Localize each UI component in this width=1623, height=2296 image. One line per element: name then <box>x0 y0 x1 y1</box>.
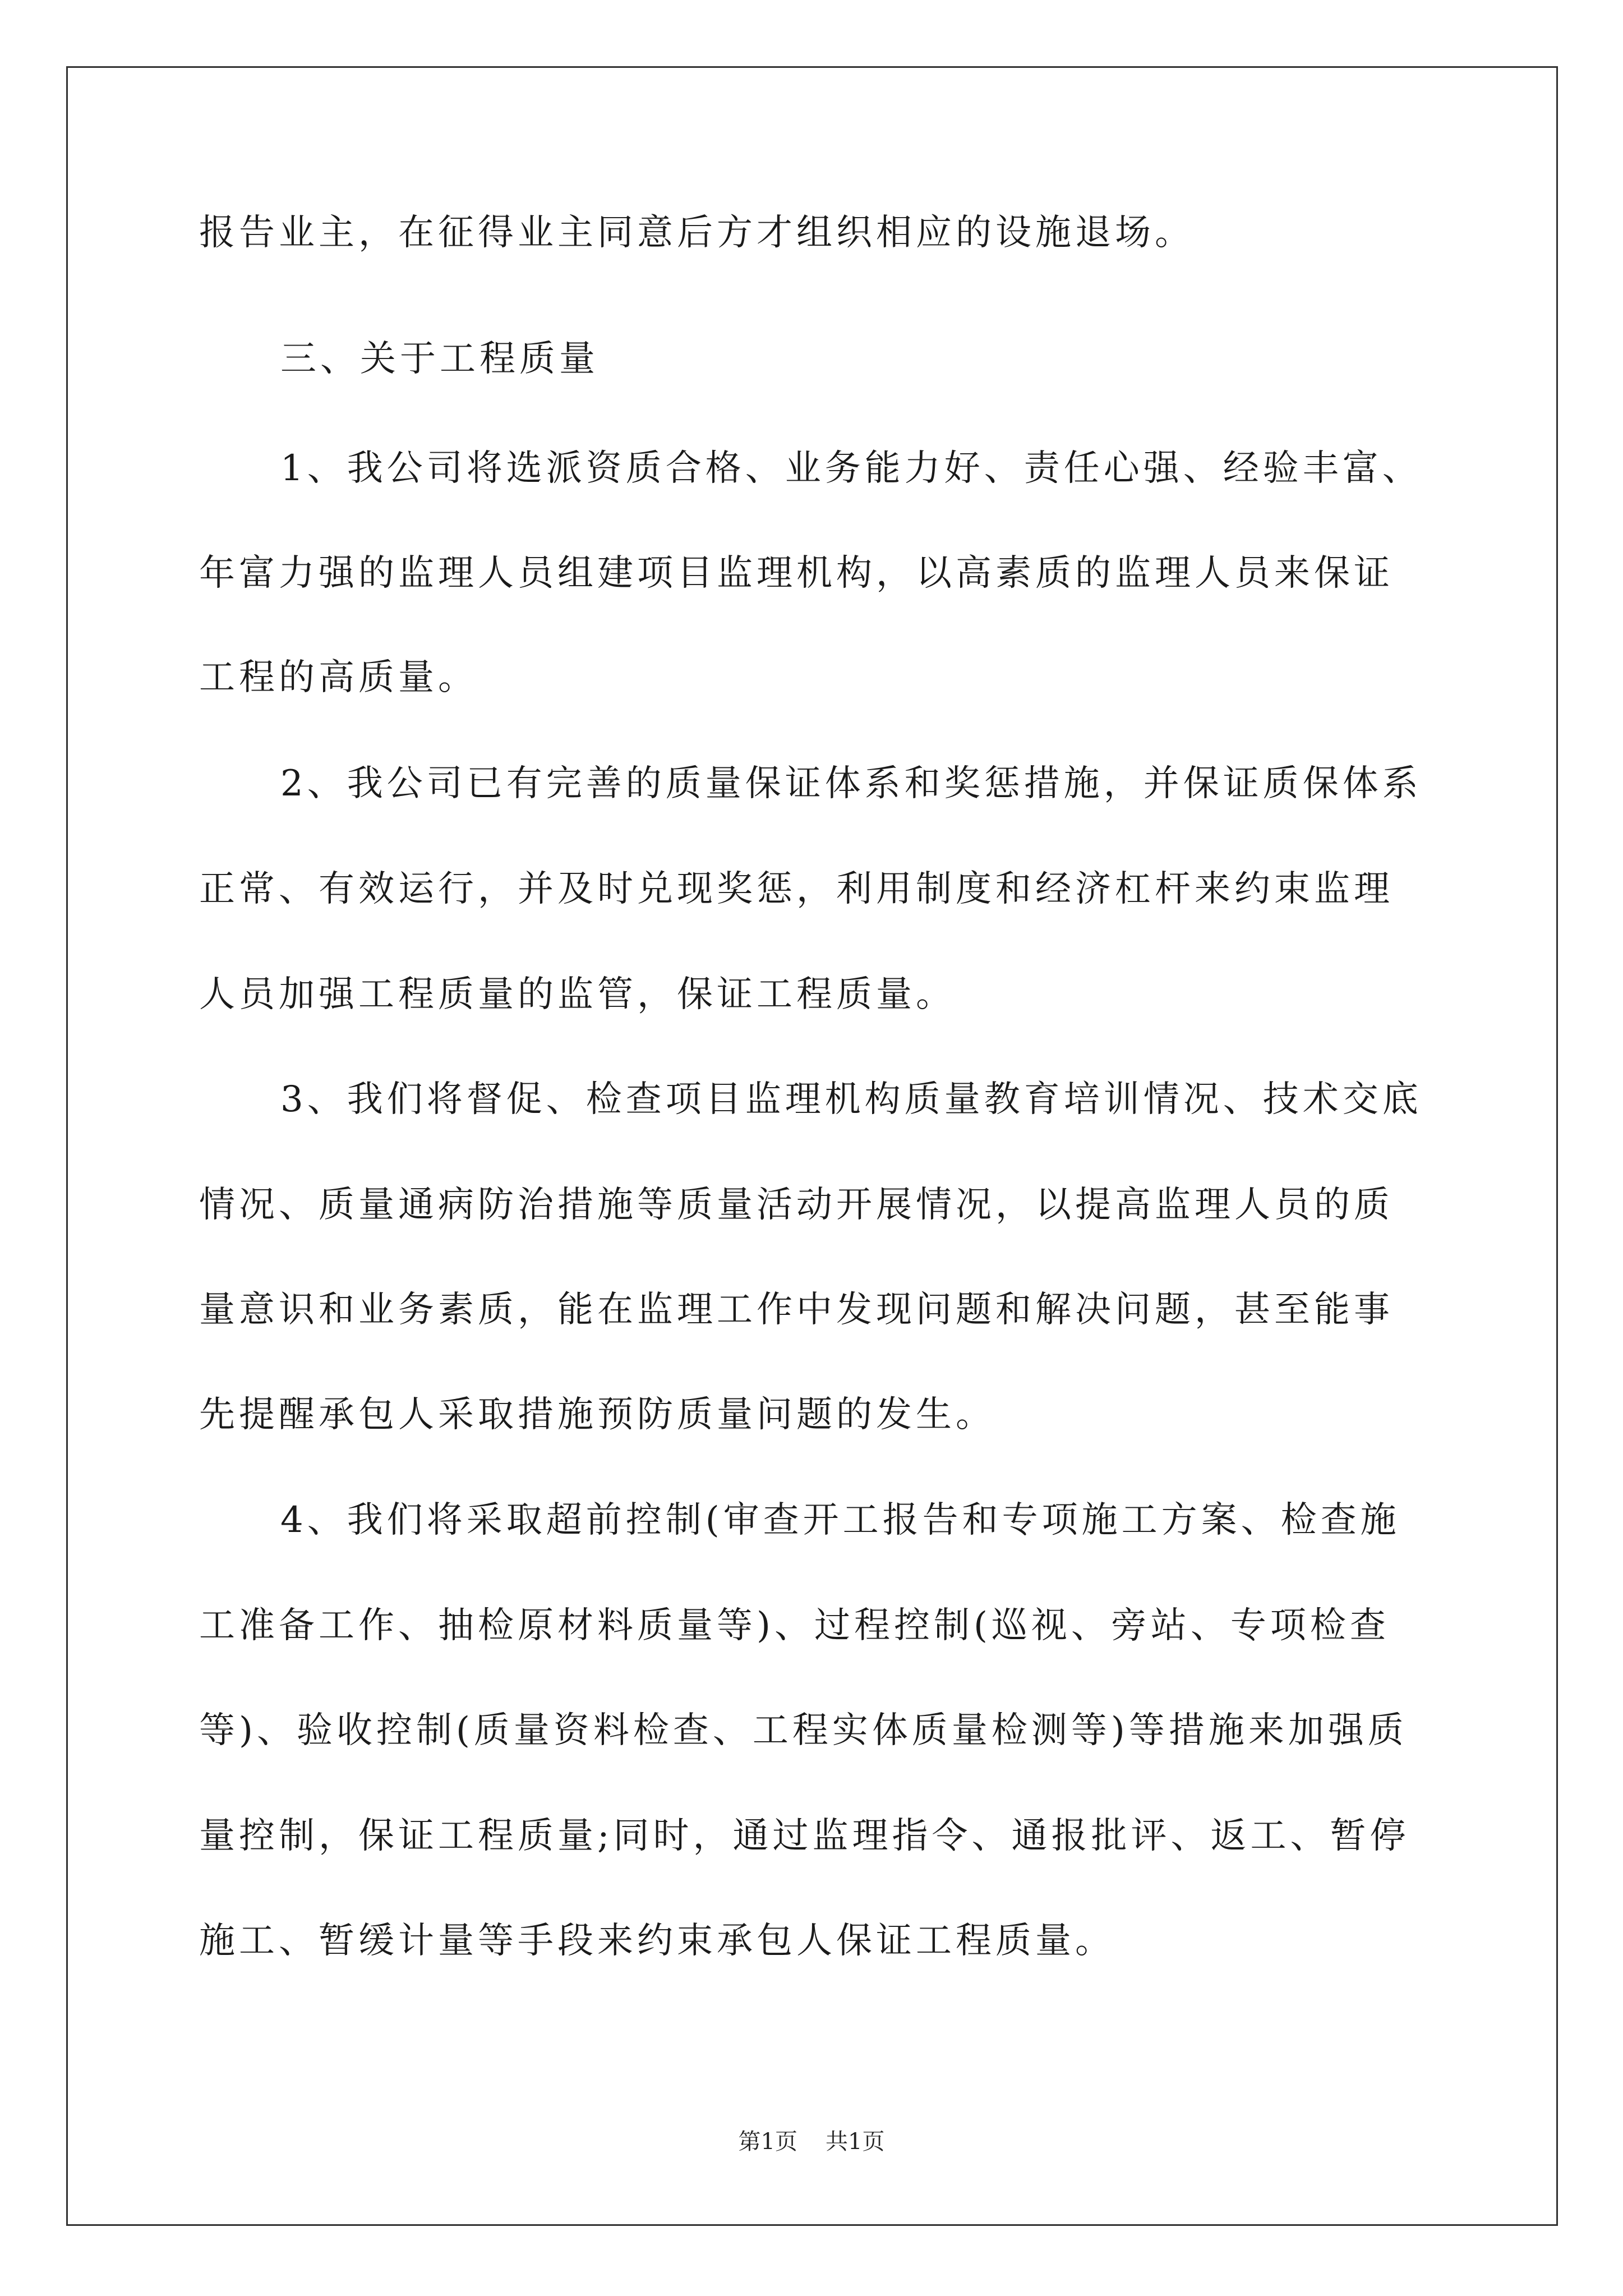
body-line: 工程的高质量。 <box>199 657 478 698</box>
body-line: 3、我们将督促、检查项目监理机构质量教育培训情况、技术交底 <box>280 1079 1422 1120</box>
body-line: 报告业主，在征得业主同意后方才组织相应的设施退场。 <box>199 212 1195 254</box>
body-line: 施工、暂缓计量等手段来约束承包人保证工程质量。 <box>199 1920 1115 1962</box>
section-heading: 三、关于工程质量 <box>280 338 599 380</box>
body-line: 人员加强工程质量的监管，保证工程质量。 <box>199 974 956 1015</box>
page-number: 第1页 <box>738 2129 797 2155</box>
body-line: 量意识和业务素质，能在监理工作中发现问题和解决问题，甚至能事 <box>199 1289 1394 1331</box>
body-line: 量控制，保证工程质量;同时，通过监理指令、通报批评、返工、暂停 <box>199 1815 1410 1857</box>
body-line: 情况、质量通病防治措施等质量活动开展情况，以提高监理人员的质 <box>199 1184 1394 1226</box>
body-line: 工准备工作、抽检原材料质量等)、过程控制(巡视、旁站、专项检查 <box>199 1605 1390 1646</box>
page-border <box>66 66 1558 2226</box>
body-line: 1、我公司将选派资质合格、业务能力好、责任心强、经验丰富、 <box>280 448 1422 489</box>
body-line: 先提醒承包人采取措施预防质量问题的发生。 <box>199 1394 995 1435</box>
body-line: 2、我公司已有完善的质量保证体系和奖惩措施，并保证质保体系 <box>280 763 1422 804</box>
body-line: 正常、有效运行，并及时兑现奖惩，利用制度和经济杠杆来约束监理 <box>199 868 1394 910</box>
body-line: 年富力强的监理人员组建项目监理机构，以高素质的监理人员来保证 <box>199 553 1394 594</box>
body-line: 4、我们将采取超前控制(审查开工报告和专项施工方案、检查施 <box>280 1499 1400 1541</box>
page-footer <box>0 2128 1623 2156</box>
page-total: 共1页 <box>826 2129 885 2155</box>
body-line: 等)、验收控制(质量资料检查、工程实体质量检测等)等措施来加强质 <box>199 1710 1408 1751</box>
